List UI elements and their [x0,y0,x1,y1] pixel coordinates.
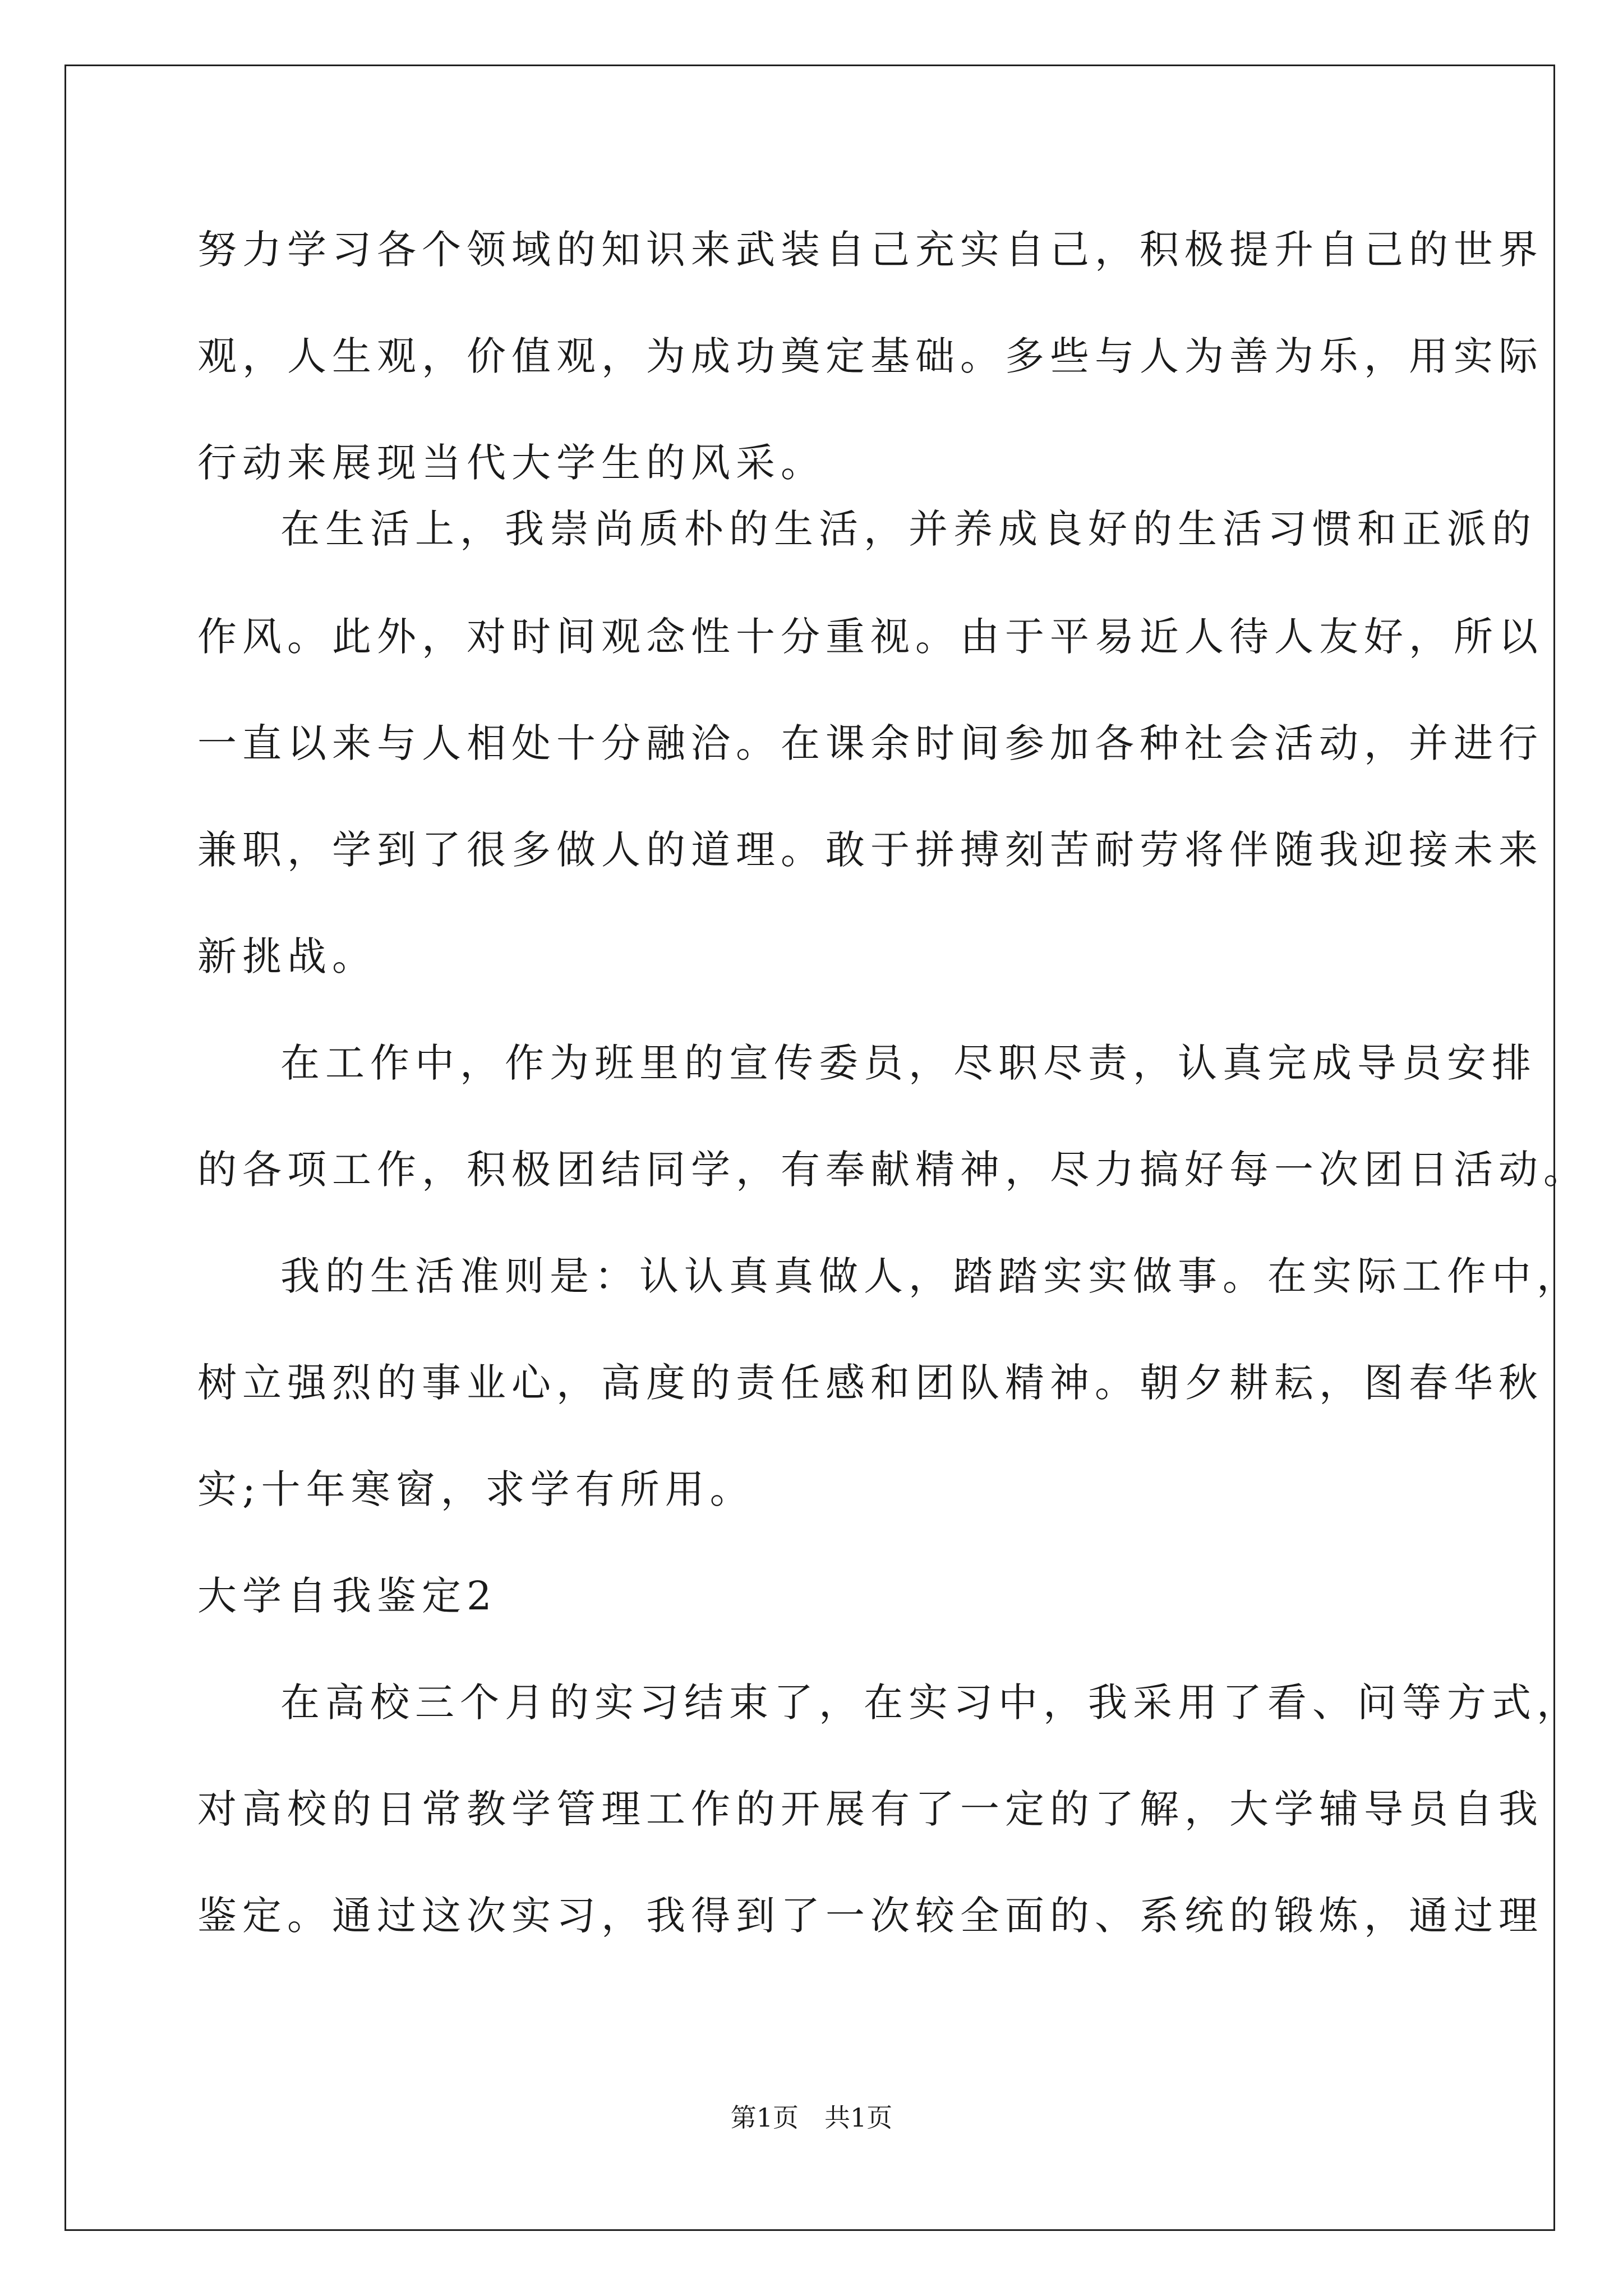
paragraph-start-line: 我的生活准则是：认认真真做人，踏踏实实做事。在实际工作中， [280,1253,1581,1299]
body-text-line: 作风。此外，对时间观念性十分重视。由于平易近人待人友好，所以 [197,614,1543,660]
body-text-line: 对高校的日常教学管理工作的开展有了一定的了解，大学辅导员自我 [197,1786,1543,1832]
paragraph-start-line: 在生活上，我崇尚质朴的生活，并养成良好的生活习惯和正派的 [280,506,1537,552]
body-text-line: 树立强烈的事业心，高度的责任感和团队精神。朝夕耕耘，图春华秋 [197,1360,1543,1406]
body-text-line: 的各项工作，积极团结同学，有奉献精神，尽力搞好每一次团日活动。 [197,1147,1588,1193]
body-text-line: 行动来展现当代大学生的风采。 [197,440,826,486]
paragraph-start-line: 在工作中，作为班里的宣传委员，尽职尽责，认真完成导员安排 [280,1040,1537,1086]
body-text-line: 实;十年寒窗，求学有所用。 [197,1466,755,1512]
body-text-line: 鉴定。通过这次实习，我得到了一次较全面的、系统的锻炼，通过理 [197,1893,1543,1939]
section-heading: 大学自我鉴定2 [197,1573,497,1619]
page-number-footer: 第1页 共1页 [730,2102,893,2133]
body-text-line: 新挑战。 [197,933,377,979]
body-text-line: 努力学习各个领域的知识来武装自己充实自己，积极提升自己的世界 [197,227,1543,273]
body-text-line: 观，人生观，价值观，为成功奠定基础。多些与人为善为乐，用实际 [197,333,1543,379]
paragraph-start-line: 在高校三个月的实习结束了，在实习中，我采用了看、问等方式， [280,1680,1581,1726]
body-text-line: 一直以来与人相处十分融洽。在课余时间参加各种社会活动，并进行 [197,720,1543,766]
body-text-line: 兼职，学到了很多做人的道理。敢于拼搏刻苦耐劳将伴随我迎接未来 [197,827,1543,873]
